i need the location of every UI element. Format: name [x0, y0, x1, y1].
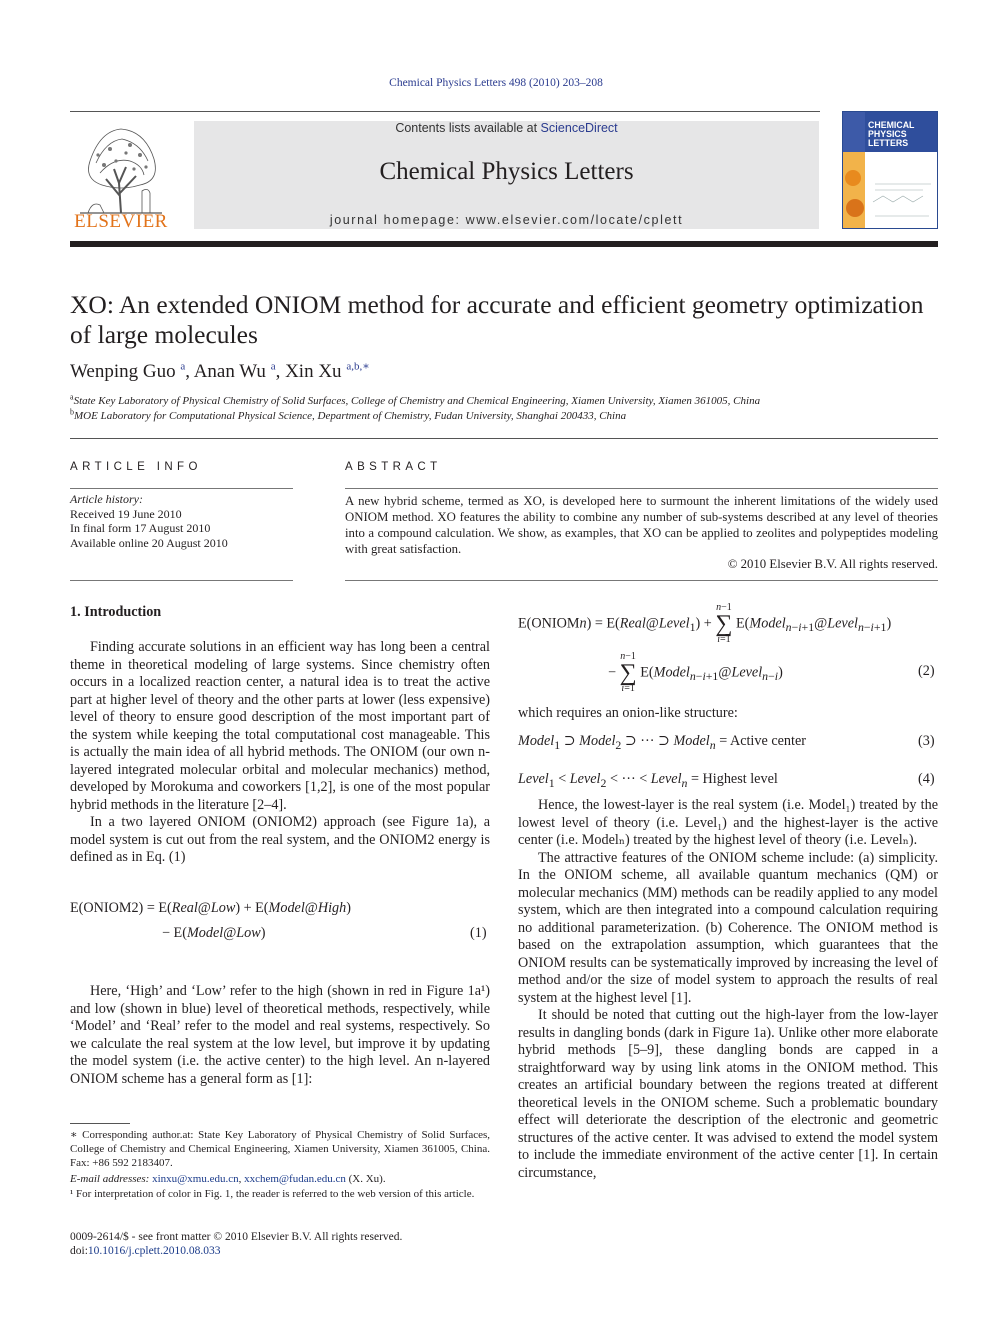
doi-label: doi: [70, 1245, 88, 1257]
email-link[interactable]: xxchem@fudan.edu.cn [244, 1173, 346, 1185]
equation-3-text: = Active center [719, 733, 806, 749]
email-suffix: (X. Xu). [348, 1173, 386, 1185]
summation-icon: n−1 ∑ i=1 [715, 602, 733, 645]
abstract-text: A new hybrid scheme, termed as XO, is developed here to surmount the inherent limitations of the widely used ONIOM method. XO features the ability to combine any number of sub-systems described at any level of theories into a compound calculation. We show, as examples, that XO can be applied to zeolites and polypeptides modeling with great satisfaction. [345, 494, 938, 556]
section-rule [70, 438, 938, 439]
abstract-rule [345, 488, 938, 489]
paragraph: In a two layered ONIOM (ONIOM2) approach (see Figure 1a), a model system is cut out from the real system, and the ONIOM2 energy is defined as in Eq. (1) [70, 814, 490, 865]
online-date: Available online 20 August 2010 [70, 535, 228, 550]
equation-2-number[interactable]: (2) [918, 663, 935, 679]
affiliation-text: MOE Laboratory for Computational Physical Science, Department of Chemistry, Fudan University, Shanghai 200433, China [74, 410, 627, 422]
article-info-bottom-rule [70, 580, 293, 581]
onion-structure-intro [518, 705, 938, 723]
cover-art-icon [843, 112, 938, 229]
cover-title-line-1: CHEMICAL [868, 120, 915, 130]
sciencedirect-link[interactable]: ScienceDirect [540, 121, 618, 135]
final-form-date: In final form 17 August 2010 [70, 521, 211, 535]
issn-line: 0009-2614/$ - see front matter © 2010 Elsevier B.V. All rights reserved. [70, 1231, 403, 1243]
author-list: Wenping Guo $^a$, Anan Wu $^a$, Xin Xu $^{a,b,∗}$ [70, 360, 370, 382]
left-column-text-2 [70, 983, 490, 1088]
article-info-heading: ARTICLE INFO [70, 461, 202, 473]
affiliation [70, 392, 761, 407]
article-history [70, 492, 228, 550]
author-name[interactable]: Wenping Guo [70, 361, 176, 382]
article-info-rule [70, 488, 293, 489]
equation-1-number[interactable]: (1) [470, 925, 487, 941]
summation-icon: n−1 ∑ i=1 [619, 651, 637, 694]
equation-1-line-2: − E(Model@Low) [162, 925, 266, 941]
section-heading: 1. Introduction [70, 604, 162, 620]
contents-line [194, 121, 819, 135]
journal-title: Chemical Physics Letters [379, 158, 634, 185]
paragraph: It should be noted that cutting out the high-layer from the low-layer results in dangling bonds (dark in Figure 1a). Unlike other more elaborate hybrid methods [5–9], these dangling bonds are capped in a straightforward way by using link atoms in the ONIOM method. This creates an artificial boundary between the regions treated at different theoretical levels in the ONIOM scheme. Such a problematic boundary effect will deteriorate the description of the electronic and geometric structures of the active center. It was advised to extend the model system to include the immediate environment of the active center [1]. In certain circumstance, [518, 1007, 938, 1181]
article-title: XO: An extended ONIOM method for accurate and efficient geometry optimization of large molecules [70, 290, 924, 349]
paragraph: which requires an onion-like structure: [518, 705, 738, 721]
author-affiliation-marker[interactable]: a [270, 360, 276, 373]
elsevier-wordmark: ELSEVIER [74, 211, 168, 232]
history-label: Article history: [70, 492, 143, 506]
author-name[interactable]: Anan Wu [193, 361, 266, 382]
author-name[interactable]: Xin Xu [285, 361, 342, 382]
author-affiliation-marker[interactable]: a,b,∗ [346, 360, 370, 373]
contents-prefix: Contents lists available at [395, 121, 541, 135]
header-thick-rule [70, 241, 938, 247]
equation-2-line-2: − n−1 ∑ i=1 E(Model$_{n-i+1}$@Level$_{n-i}$) [608, 651, 783, 694]
equation-4: Level$_1$ < Level$_2$ < ··· < Level$_n$ = Highest level [518, 771, 778, 790]
affiliation-text: State Key Laboratory of Physical Chemistry of Solid Surfaces, College of Chemistry and Chemical Engineering, Xiamen University, Xiamen 361005, China [73, 395, 761, 407]
footnote-rule [70, 1123, 130, 1124]
email-label: E-mail addresses: [70, 1173, 150, 1185]
corresponding-author-footnote: ∗ Corresponding author.at: State Key Laboratory of Physical Chemistry of Solid Surfaces, College of Chemistry and Chemical Engineering, Xiamen University, Xiamen 361005, China. Fax: +86 592 2183407. [70, 1129, 490, 1169]
paragraph: Here, ‘High’ and ‘Low’ refer to the high (shown in red in Figure 1a¹) and low (shown in blue) level of theoretical methods, respectively, while ‘Model’ and ‘Real’ refer to the model and real systems, respectively. So we calculate the real system at the low level, but improve it by updating the model system (i.e. the active center) to the high level. An n-layered ONIOM scheme has a general form as [1]: [70, 983, 490, 1087]
email-link[interactable]: xinxu@xmu.edu.cn [152, 1173, 239, 1185]
paragraph: The attractive features of the ONIOM scheme include: (a) simplicity. In the ONIOM scheme, all available quantum mechanics (QM) or molecular mechanics (MM) methods can be readily applied to any model system, which are then integrated into a compound calculation requiring no additional parameterization. (b) Coherence. The ONIOM method is based on the extrapolation assumption, which guarantees that the ONIOM results can be systematically improved by increasing the level of method and/or the size of model system to approach the results of real system at the highest level [1]. [518, 849, 938, 1006]
affiliation-marker: a [70, 392, 74, 402]
journal-header-box [194, 121, 819, 229]
affiliation-marker: b [70, 407, 74, 417]
journal-cover-thumbnail [842, 111, 938, 229]
left-column-text-1 [70, 639, 490, 867]
journal-homepage[interactable]: journal homepage: www.elsevier.com/locate/cplett [329, 213, 684, 227]
affiliation [70, 407, 627, 422]
equation-3-number[interactable]: (3) [918, 733, 935, 749]
header-top-rule [70, 111, 820, 112]
author-affiliation-marker[interactable]: a [180, 360, 186, 373]
doi-line [70, 1245, 220, 1257]
abstract-copyright: © 2010 Elsevier B.V. All rights reserved. [727, 557, 938, 571]
email-footnote: E-mail addresses: xinxu@xmu.edu.cn, xxchem@fudan.edu.cn (X. Xu). [70, 1173, 386, 1185]
abstract-bottom-rule [345, 580, 938, 581]
color-footnote: ¹ For interpretation of color in Fig. 1, the reader is referred to the web version of this article. [70, 1188, 475, 1200]
received-date: Received 19 June 2010 [70, 506, 182, 521]
paragraph: Hence, the lowest-layer is the real system (i.e. Model₁) treated by the lowest level of theory (i.e. Level₁) and the highest-layer is the active center (i.e. Modelₙ) treated by the highest level of theory (i.e. Levelₙ). [518, 797, 938, 848]
equation-2-line-1: E(ONIOMn) = E(Real@Level$_1$) + n−1 ∑ i=1 E(Model$_{n-i+1}$@Level$_{n-i+1}$) [518, 602, 892, 645]
abstract-heading: ABSTRACT [345, 461, 442, 473]
equation-4-text: = Highest level [691, 771, 778, 787]
equation-1-line-1: E(ONIOM2) = E(Real@Low) + E(Model@High) [70, 900, 351, 916]
equation-3: Model$_1$ ⊃ Model$_2$ ⊃ ··· ⊃ Model$_n$ = Active center [518, 733, 806, 752]
equation-4-number[interactable]: (4) [918, 771, 935, 787]
doi-link[interactable]: 10.1016/j.cplett.2010.08.033 [87, 1245, 221, 1257]
cover-title-line-3: LETTERS [868, 138, 909, 149]
right-column-text [518, 797, 938, 1182]
cover-title-line-2: PHYSICS [868, 129, 907, 140]
paragraph: Finding accurate solutions in an efficient way has long been a central theme in theoretical modeling of large systems. Since chemistry often occurs in a localized reaction center, a natural idea is to treat the active part at higher level of theory and the other parts at lower (less expensive) level of theory to ensure good description of the most important part of the system while keeping the total computational cost manageable. This is actually the main idea of all hybrid methods. The ONIOM (our own n-layered integrated molecular orbital and molecular mechanics) method, developed by Morokuma and coworkers [1,2], is one of the most popular hybrid methods in the literature [2–4]. [70, 639, 490, 813]
journal-reference[interactable]: Chemical Physics Letters 498 (2010) 203–208 [389, 77, 603, 89]
